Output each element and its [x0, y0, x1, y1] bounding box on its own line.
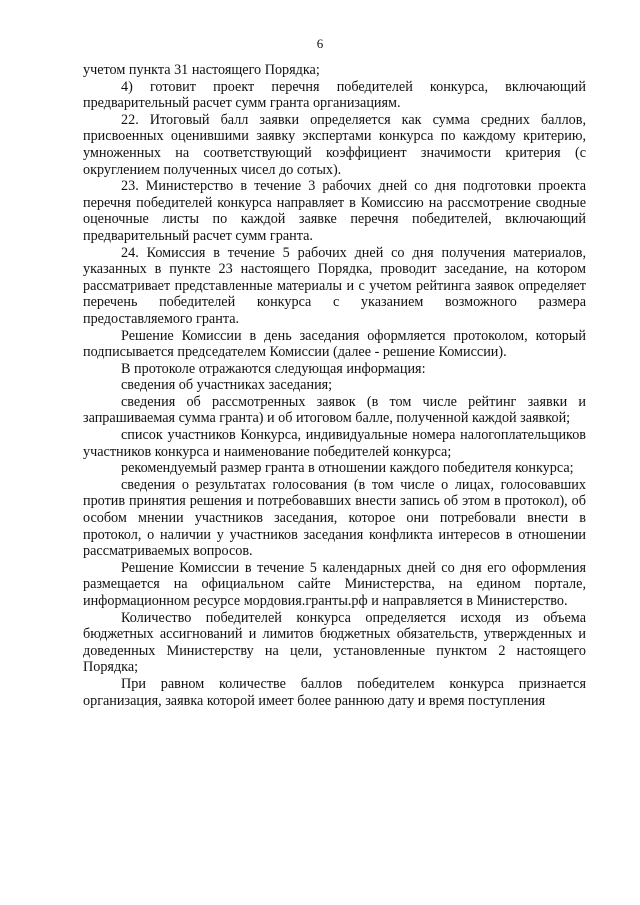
paragraph-participants-list: список участников Конкурса, индивидуальные номера налогоплательщиков участников конкурса и наименование победителей конкурса; — [83, 427, 586, 460]
paragraph-grant-size: рекомендуемый размер гранта в отношении каждого победителя конкурса; — [121, 460, 574, 477]
paragraph-decision-publication: Решение Комиссии в течение 5 календарных дней со дня его оформления размещается на официальном сайте Министерства, на едином портале, информационном ресурсе мордовия.гранты.рф и направляется в Министерство. — [83, 559, 586, 609]
paragraph-winners-count: Количество победителей конкурса определяется исходя из объема бюджетных ассигнований и лимитов бюджетных обязательств, утвержденных и доведенных Министерству на цели, установленные пунктом 2 настоящего Порядка; — [83, 609, 586, 676]
paragraph-item-4: 4) готовит проект перечня победителей конкурса, включающий предварительный расчет сумм гранта организациям. — [83, 78, 586, 112]
paragraph-23: 23. Министерство в течение 3 рабочих дней со дня подготовки проекта перечня победителей конкурса направляет в Комиссию на рассмотрение сводные оценочные листы по каждой заявке перечня победителей, включающий предварительный расчет сумм гранта. — [83, 178, 586, 244]
paragraph-continuation: учетом пункта 31 настоящего Порядка; — [83, 62, 320, 78]
document-body — [83, 62, 586, 709]
paragraph-protocol-info: В протоколе отражаются следующая информация: — [121, 360, 426, 377]
paragraph-applications-info: сведения об рассмотренных заявок (в том числе рейтинг заявки и запрашиваемая сумма гранта) и об итоговом балле, полученной каждой заявкой; — [83, 393, 586, 427]
page-number: 6 — [316, 36, 324, 51]
paragraph-24: 24. Комиссия в течение 5 рабочих дней со дня получения материалов, указанных в пункте 23 настоящего Порядка, проводит заседание, на котором рассматривает представленные материалы и с учетом рейтинга заявок определяет перечень победителей конкурса с указанием возможного размера предоставляемого гранта. — [83, 244, 586, 327]
paragraph-participants-info: сведения об участниках заседания; — [121, 377, 333, 394]
paragraph-voting-results: сведения о результатах голосования (в том числе о лицах, голосовавших против принятия решения и потребовавших внести запись об этом в протокол), об особом мнении участников заседания, которое они потребовали внести в протокол, о наличии у участников заседания конфликта интересов в отношении рассматриваемых вопросов. — [83, 476, 586, 560]
paragraph-equal-score: При равном количестве баллов победителем конкурса признается организация, заявка которой имеет более раннюю дату и время поступления — [83, 675, 586, 709]
paragraph-commission-decision: Решение Комиссии в день заседания оформляется протоколом, который подписывается председателем Комиссии (далее - решение Комиссии). — [83, 327, 586, 361]
paragraph-22: 22. Итоговый балл заявки определяется как сумма средних баллов, присвоенных оценившими заявку экспертами конкурса по каждому критерию, умноженных на соответствующий коэффициент значимости критерия (с округлением полученных чисел до сотых). — [83, 111, 586, 178]
